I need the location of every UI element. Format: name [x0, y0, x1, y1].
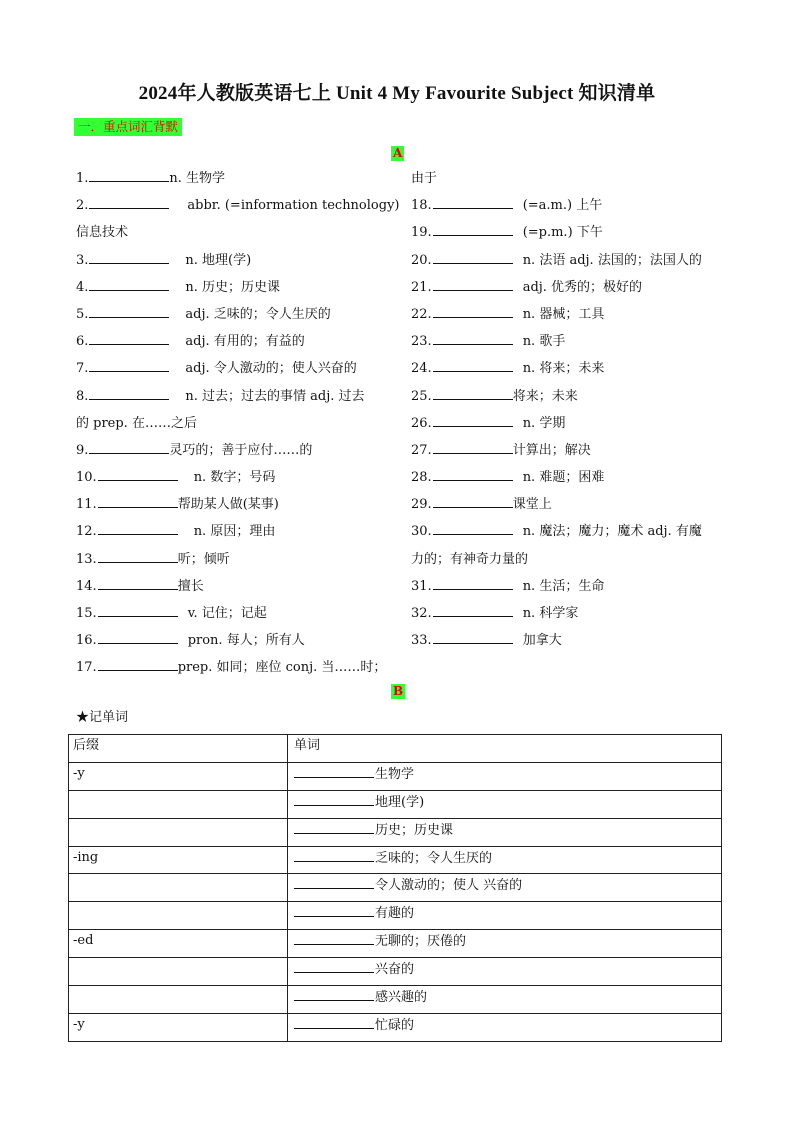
table-row [69, 846, 722, 874]
vocab-item [76, 274, 386, 301]
answer-blank[interactable] [89, 439, 169, 454]
item-number: 24. [411, 361, 432, 377]
item-number: 29. [411, 497, 432, 513]
item-number: 28. [411, 470, 432, 486]
table-row [69, 930, 722, 958]
answer-blank[interactable] [294, 819, 374, 834]
suffix-cell: -y [69, 762, 288, 790]
item-definition: adj. 令人激动的；使人兴奋的 [185, 361, 357, 377]
part-b-marker: B [393, 684, 404, 698]
table-row [69, 1013, 722, 1041]
word-meaning: 地理(学) [375, 794, 425, 810]
word-cell [288, 986, 722, 1014]
item-definition: n. 历史；历史课 [185, 279, 281, 295]
item-number: 30. [411, 524, 432, 540]
item-definition: n. 生活；生命 [522, 578, 605, 594]
vocab-item [76, 355, 386, 382]
item-definition: 帮助某人做(某事) [177, 497, 279, 513]
word-meaning: 忙碌的 [375, 1017, 415, 1033]
table-row [69, 818, 722, 846]
item-definition: 听；倾听 [177, 551, 230, 567]
vocab-item [76, 192, 400, 219]
word-meaning: 有趣的 [375, 906, 415, 922]
vocab-item [76, 518, 386, 545]
word-cell [288, 930, 722, 958]
suffix-cell [69, 902, 288, 930]
table-row [69, 874, 722, 902]
item-definition: (=a.m.) 上午 [522, 198, 603, 214]
answer-blank[interactable] [98, 520, 178, 535]
item-number: 26. [411, 415, 432, 431]
item-number: 19. [411, 225, 432, 241]
item-definition: n. 歌手 [522, 334, 566, 350]
vocab-item [76, 573, 386, 600]
vocab-item [76, 410, 386, 437]
item-definition: 力的；有神奇力量的 [411, 551, 529, 567]
answer-blank[interactable] [433, 303, 513, 318]
vocab-item [76, 247, 386, 274]
item-definition: 计算出；解决 [512, 442, 591, 458]
answer-blank[interactable] [433, 602, 513, 617]
item-number: 15. [76, 606, 97, 621]
item-definition: n. 器械；工具 [522, 306, 605, 322]
vocab-item [76, 654, 386, 681]
answer-blank[interactable] [98, 548, 178, 563]
answer-blank[interactable] [89, 194, 169, 209]
item-number: 6. [76, 334, 89, 350]
item-definition: v. 记住；记起 [187, 606, 267, 621]
vocab-item [76, 383, 386, 410]
suffix-cell [69, 790, 288, 818]
answer-blank[interactable] [294, 847, 374, 862]
word-cell [288, 958, 722, 986]
vocab-item [76, 491, 386, 518]
answer-blank[interactable] [89, 330, 169, 345]
item-definition: n. 将来；未来 [522, 361, 605, 377]
item-definition: 由于 [411, 171, 438, 186]
item-number: 14. [76, 578, 97, 594]
section-heading-vocabulary: 一．重点词汇背默 [74, 118, 182, 136]
word-cell [288, 790, 722, 818]
vocab-item [411, 518, 731, 545]
vocab-item [411, 274, 731, 301]
suffix-cell: -ing [69, 846, 288, 874]
item-definition: pron. 每人；所有人 [187, 633, 305, 649]
answer-blank[interactable] [433, 221, 513, 236]
item-definition: 加拿大 [522, 633, 562, 649]
vocab-list-left [76, 165, 400, 682]
answer-blank[interactable] [433, 249, 513, 264]
suffix-cell: -ed [69, 930, 288, 958]
item-number: 11. [76, 497, 97, 513]
item-definition: 灵巧的；善于应付……的 [169, 442, 313, 458]
answer-blank[interactable] [433, 330, 513, 345]
answer-blank[interactable] [433, 194, 513, 209]
answer-blank[interactable] [294, 958, 374, 973]
item-definition: (=p.m.) 下午 [522, 225, 603, 241]
item-number: 33. [411, 633, 432, 649]
word-meaning: 令人激动的；使人 兴奋的 [375, 878, 523, 894]
item-number: 2. [76, 198, 89, 214]
vocab-item [411, 437, 731, 464]
item-number: 4. [76, 279, 89, 295]
word-meaning: 历史；历史课 [375, 822, 454, 838]
item-definition: prep. 如同；座位 conj. 当……时； [177, 660, 387, 676]
answer-blank[interactable] [294, 763, 374, 778]
table-header-row [69, 735, 722, 763]
suffix-cell [69, 818, 288, 846]
item-number: 3. [76, 252, 89, 268]
answer-blank[interactable] [89, 167, 169, 182]
vocab-item [76, 600, 386, 627]
table-row [69, 958, 722, 986]
suffix-cell [69, 874, 288, 902]
vocab-item [411, 491, 731, 518]
answer-blank[interactable] [294, 791, 374, 806]
answer-blank[interactable] [433, 276, 513, 291]
answer-blank[interactable] [433, 439, 513, 454]
vocab-item [411, 627, 731, 654]
item-definition: adj. 乏味的；令人生厌的 [185, 306, 331, 322]
part-a-marker: A [393, 146, 403, 160]
answer-blank[interactable] [98, 493, 178, 508]
table-row [69, 762, 722, 790]
word-meaning: 生物学 [375, 766, 415, 782]
item-number: 23. [411, 334, 432, 350]
word-cell [288, 902, 722, 930]
answer-blank[interactable] [433, 466, 513, 481]
item-number: 9. [76, 442, 89, 458]
item-number: 31. [411, 578, 432, 594]
item-number: 25. [411, 388, 432, 404]
suffix-cell [69, 986, 288, 1014]
word-cell [288, 874, 722, 902]
item-definition: n. 数字；号码 [193, 470, 276, 486]
vocab-item [76, 437, 386, 464]
table-row [69, 790, 722, 818]
vocab-item [76, 627, 386, 654]
table-row [69, 902, 722, 930]
answer-blank[interactable] [294, 902, 374, 917]
vocab-item [411, 328, 731, 355]
item-number: 18. [411, 198, 432, 214]
answer-blank[interactable] [433, 520, 513, 535]
vocab-item [76, 546, 386, 573]
answer-blank[interactable] [98, 629, 178, 644]
vocab-item [411, 355, 731, 382]
answer-blank[interactable] [433, 575, 513, 590]
vocab-item [411, 600, 731, 627]
vocab-item [411, 301, 731, 328]
answer-blank[interactable] [89, 249, 169, 264]
item-definition: n. 学期 [522, 415, 566, 431]
item-number: 17. [76, 660, 97, 676]
item-definition: n. 过去；过去的事情 adj. 过去 [185, 388, 365, 404]
item-number: 1. [76, 171, 89, 186]
word-meaning: 乏味的；令人生厌的 [375, 850, 493, 866]
vocab-item [411, 165, 731, 192]
vocab-item [411, 383, 731, 410]
item-definition: n. 科学家 [522, 606, 579, 621]
vocab-item [76, 165, 386, 192]
answer-blank[interactable] [294, 930, 374, 945]
answer-blank[interactable] [294, 874, 374, 889]
vocab-item [411, 219, 731, 246]
answer-blank[interactable] [98, 602, 178, 617]
vocab-item [411, 546, 731, 573]
word-meaning: 无聊的；厌倦的 [375, 934, 467, 950]
item-number: 7. [76, 361, 89, 377]
answer-blank[interactable] [89, 276, 169, 291]
word-cell [288, 1013, 722, 1041]
answer-blank[interactable] [98, 575, 178, 590]
suffix-word-table [68, 734, 722, 1042]
item-number: 8. [76, 388, 89, 404]
item-number: 13. [76, 551, 97, 567]
vocab-item [76, 328, 386, 355]
vocab-item [411, 410, 731, 437]
vocab-item [411, 464, 731, 491]
vocab-item [76, 219, 386, 246]
answer-blank[interactable] [433, 357, 513, 372]
answer-blank[interactable] [294, 1014, 374, 1029]
header-suffix: 后缀 [69, 735, 288, 763]
table-row [69, 986, 722, 1014]
item-definition: 将来；未来 [512, 388, 578, 404]
item-number: 27. [411, 442, 432, 458]
word-cell [288, 762, 722, 790]
page-title: 2024年人教版英语七上 Unit 4 My Favourite Subject 知识清单 [138, 83, 656, 104]
vocab-item [76, 301, 386, 328]
item-definition: 擅长 [177, 578, 204, 594]
item-definition: abbr. (=information technology) [187, 198, 400, 214]
item-number: 16. [76, 633, 97, 649]
vocab-item [411, 192, 731, 219]
item-definition: 的 prep. 在……之后 [76, 415, 197, 431]
item-definition: adj. 有用的；有益的 [185, 334, 305, 350]
item-number: 22. [411, 306, 432, 322]
item-number: 20. [411, 252, 432, 268]
item-definition: n. 法语 adj. 法国的；法国人的 [522, 252, 702, 268]
item-definition: n. 地理(学) [185, 252, 252, 268]
answer-blank[interactable] [98, 656, 178, 671]
vocab-list-right [411, 165, 731, 654]
vocab-item [411, 573, 731, 600]
item-number: 12. [76, 524, 97, 540]
answer-blank[interactable] [89, 385, 169, 400]
answer-blank[interactable] [89, 357, 169, 372]
answer-blank[interactable] [294, 986, 374, 1001]
item-definition: n. 难题；困难 [522, 470, 605, 486]
suffix-cell: -y [69, 1013, 288, 1041]
suffix-cell [69, 958, 288, 986]
item-number: 21. [411, 279, 432, 295]
answer-blank[interactable] [433, 412, 513, 427]
word-cell [288, 846, 722, 874]
item-number: 5. [76, 306, 89, 322]
header-word: 单词 [288, 735, 722, 763]
item-definition: adj. 优秀的；极好的 [522, 279, 643, 295]
word-meaning: 感兴趣的 [375, 990, 428, 1006]
vocab-item [76, 464, 386, 491]
item-definition: 课堂上 [512, 497, 552, 513]
item-number: 10. [76, 470, 97, 486]
vocab-item [411, 247, 731, 274]
word-meaning: 兴奋的 [375, 962, 415, 978]
item-definition: n. 原因；理由 [193, 524, 276, 540]
answer-blank[interactable] [98, 466, 178, 481]
answer-blank[interactable] [89, 303, 169, 318]
answer-blank[interactable] [433, 629, 513, 644]
answer-blank[interactable] [433, 493, 513, 508]
item-definition: n. 生物学 [169, 171, 226, 186]
memorize-words-heading: ★记单词 [76, 710, 129, 725]
answer-blank[interactable] [433, 385, 513, 400]
item-definition: 信息技术 [76, 225, 129, 241]
item-number: 32. [411, 606, 432, 621]
item-definition: n. 魔法；魔力；魔术 adj. 有魔 [522, 524, 702, 540]
word-cell [288, 818, 722, 846]
